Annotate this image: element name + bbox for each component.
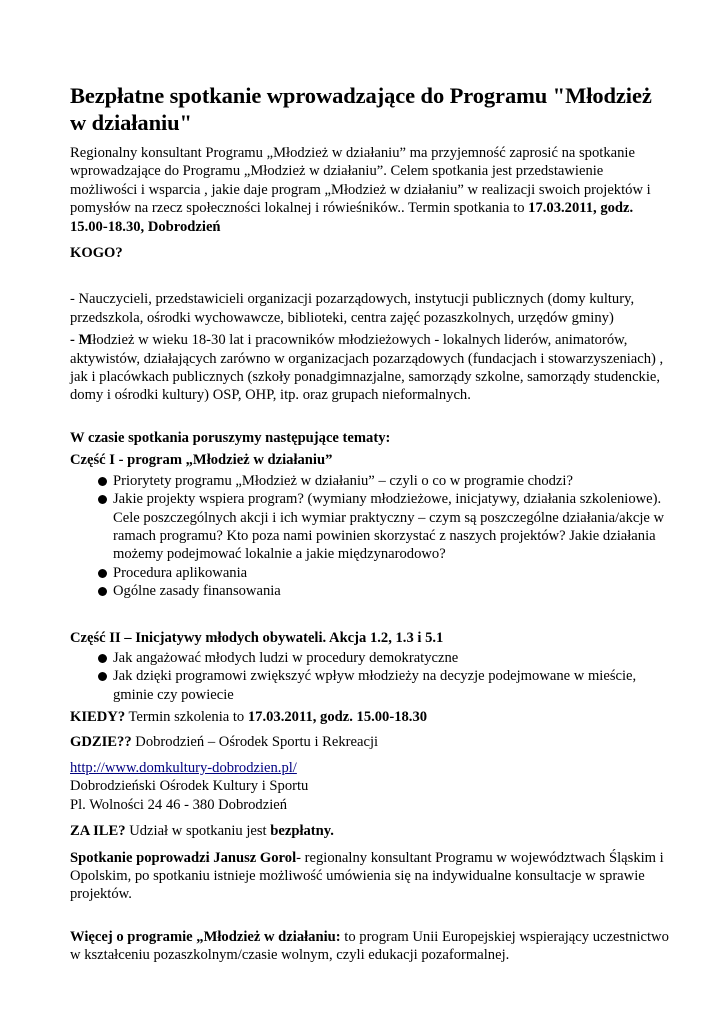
intro-term: 17.03.2011, godz. 15.00-18.30, Dobrodzień xyxy=(70,200,634,235)
part2-heading: Część II – Inicjatywy młodych obywateli. Akcja 1.2, 1.3 i 5.1 xyxy=(70,629,444,646)
host-paragraph xyxy=(70,849,670,904)
list-item: Priorytety programu „Młodzież w działaniu” – czyli o co w programie chodzi? xyxy=(98,472,670,490)
host-name: Spotkanie poprowadzi Janusz Gorol xyxy=(70,849,297,866)
host-text: - regionalny konsultant Programu w województwach Śląskim i Opolskim, po spotkaniu istnieje możliwość umówienia się na indywidualne konsultacje w sprawie projektów. xyxy=(70,849,664,903)
when-text: Termin szkolenia to xyxy=(125,709,248,726)
contact-address: Pl. Wolności 24 46 - 380 Dobrodzień xyxy=(70,796,288,813)
intro-text: Regionalny konsultant Programu „Młodzież w działaniu” ma przyjemność zaprosić na spotkanie wprowadzające do Programu „Młodzież w działaniu”. Celem spotkania jest przedstawienie możliwości i wsparcia , jakie daje program „Młodzież w działaniu” w realizacji swoich projektów i pomysłów na rzecz społeczności lokalnej i rówieśników.. Termin spotkania to xyxy=(70,145,651,217)
list-item: Jak dzięki programowi zwiększyć wpływ młodzieży na decyzje podejmowane w mieście, gminie czy powiecie xyxy=(98,667,670,704)
bullet-icon xyxy=(98,477,107,486)
website-link[interactable]: http://www.domkultury-dobrodzien.pl/ xyxy=(70,759,297,776)
contact-org: Dobrodzieński Ośrodek Kultury i Sportu xyxy=(70,778,309,795)
contact-block xyxy=(70,759,670,814)
cost-text: Udział w spotkaniu jest xyxy=(125,823,271,840)
more-text: to program Unii Europejskiej wspierający uczestnictwo w kształceniu pozaszkolnym/czasie wolnym, czyli edukacji pozaformalnej. xyxy=(70,928,669,964)
list-item: Procedura aplikowania xyxy=(98,564,670,582)
who-item-youth xyxy=(70,331,670,405)
more-paragraph xyxy=(70,928,670,965)
bullet-icon xyxy=(98,495,107,504)
bullet-icon xyxy=(98,672,107,681)
who-heading: KOGO? xyxy=(70,245,123,262)
bullet-icon xyxy=(98,654,107,663)
when-label: KIEDY? xyxy=(70,709,126,726)
list-item: Ogólne zasady finansowania xyxy=(98,582,670,600)
list-item: Jak angażować młodych ludzi w procedury demokratyczne xyxy=(98,649,670,667)
where-line xyxy=(70,733,670,751)
cost-value: bezpłatny. xyxy=(270,823,334,840)
part1-list xyxy=(70,472,670,601)
who-item-youth-text: łodzież w wieku 18-30 lat i pracowników młodzieżowych - lokalnych liderów, animatorów, aktywistów, działających zarówno w organizacjach pozarządowych (fundacjach i stowarzyszeniach) , jak i placówkach publicznych (szkoły ponadgimnazjalne, samorządy szkolne, samorządy studenckie, domy i ośrodki kultury) OSP, OHP, itp. oraz grupach nieformalnych. xyxy=(70,332,664,404)
where-label: GDZIE?? xyxy=(70,733,132,750)
bullet-icon xyxy=(98,569,107,578)
more-label: Więcej o programie „Młodzież w działaniu: xyxy=(70,928,341,945)
who-item-youth-prefix: - M xyxy=(70,332,93,349)
who-item-teachers: - Nauczycieli, przedstawicieli organizacji pozarządowych, instytucji publicznych (domy kultury, przedszkola, ośrodki wychowawcze, biblioteki, centra zajęć pozaszkolnych, urzędów gminy) xyxy=(70,291,635,326)
document-page xyxy=(70,82,670,965)
topics-heading: W czasie spotkania poruszymy następujące tematy: xyxy=(70,429,391,446)
page-title: Bezpłatne spotkanie wprowadzające do Programu "Młodzież w działaniu" xyxy=(70,83,652,135)
part1-heading: Część I - program „Młodzież w działaniu” xyxy=(70,452,333,469)
when-line xyxy=(70,708,670,726)
part2-list xyxy=(70,649,670,704)
when-date: 17.03.2011, godz. 15.00-18.30 xyxy=(247,709,428,726)
where-text: Dobrodzień – Ośrodek Sportu i Rekreacji xyxy=(131,733,379,750)
list-item: Jakie projekty wspiera program? (wymiany młodzieżowe, inicjatywy, działania szkoleniowe). Cele poszczególnych akcji i ich wymiar praktyczny – czym są poszczególne działania/akcje w ramach programu? Kto poza nami powinien skorzystać z naszych projektów? Jakie działania możemy podejmować lokalnie a jakie międzynarodowo? xyxy=(98,490,670,564)
intro-paragraph xyxy=(70,144,670,236)
bullet-icon xyxy=(98,587,107,596)
cost-line xyxy=(70,822,670,840)
cost-label: ZA ILE? xyxy=(70,823,126,840)
